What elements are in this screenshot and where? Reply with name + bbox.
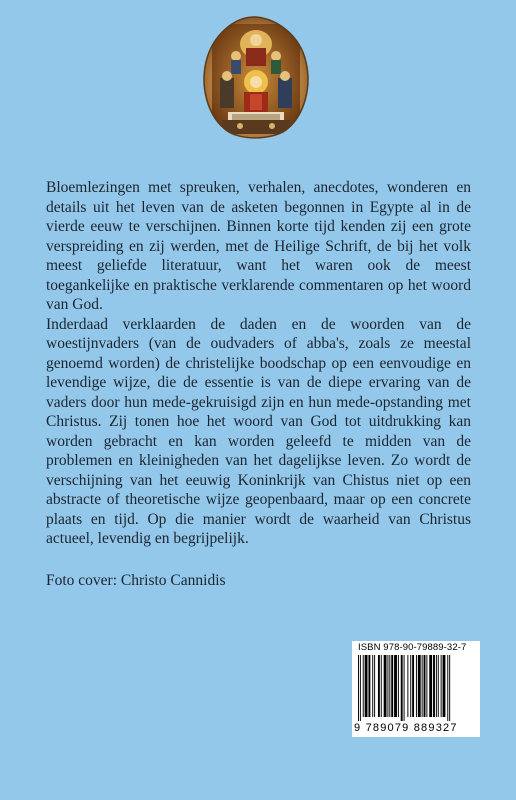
barcode-bar <box>418 655 421 717</box>
barcode-bar <box>429 655 432 717</box>
icon-painting-image <box>200 14 312 142</box>
barcode-bar <box>378 655 380 717</box>
barcode-bar <box>398 655 399 717</box>
barcode-bar <box>412 655 414 717</box>
barcode-bar <box>368 655 370 717</box>
back-cover-blurb <box>46 178 471 549</box>
barcode-bar <box>387 655 388 717</box>
photo-credit: Foto cover: Christo Cannidis <box>46 572 226 589</box>
barcode-bar <box>363 655 364 717</box>
barcode-bar <box>372 655 373 717</box>
barcode-bar <box>426 655 427 717</box>
barcode-bar <box>433 655 435 717</box>
barcode-bar <box>436 655 437 717</box>
barcode-bar <box>438 655 439 717</box>
barcode-bar <box>424 655 426 717</box>
barcode-bar <box>404 655 405 721</box>
barcode-bar <box>407 655 408 717</box>
barcode-bar <box>381 655 382 717</box>
barcode-bar <box>441 655 442 717</box>
barcode-bar <box>447 655 448 721</box>
isbn-number: ISBN 978-90-79889-32-7 <box>358 642 467 653</box>
barcode-bar <box>394 655 397 717</box>
barcode-bar <box>389 655 390 717</box>
barcode-bar <box>422 655 423 717</box>
barcode-bar <box>360 655 361 721</box>
ean-digits: 9 789079 889327 <box>354 722 458 734</box>
isbn-barcode-block <box>352 641 480 737</box>
barcode-bar <box>374 655 375 717</box>
blurb-paragraph-2: Inderdaad verklaarden de daden en de woorden van de woestijnvaders (van de oudvaders of abba's, zoals ze meestal genoemd worden) de christelijke boodschap op een eenvoudige en levendige wijze, die de essentie is van de diepe ervaring van de vaders door hun mede-gekruisigd zijn en hun mede-opstanding met Christus. Zij tonen hoe het woord van God tot uitdrukking kan worden gebracht en kan worden geleefd te midden van de problemen en kleinigheden van het dagelijkse leven. Zo wordt de verschijning van het eeuwig Koninkrijk van Chistus niet op een abstracte of theoretische wijze geopenbaard, maar op een concrete plaats en tijd. Op die manier wordt de waarheid van Christus actueel, levendig en begrijpelijk. <box>46 315 471 547</box>
barcode-bar <box>443 655 446 717</box>
barcode-bar <box>384 655 387 717</box>
cover-photo-shell <box>200 14 312 142</box>
barcode-bar <box>401 655 403 721</box>
barcode-bar <box>449 655 450 721</box>
barcode-bar <box>358 655 359 721</box>
barcode-bar <box>410 655 411 717</box>
barcode-bar <box>391 655 393 717</box>
barcode-icon <box>356 655 476 721</box>
blurb-paragraph-1: Bloemlezingen met spreuken, verhalen, anecdotes, wonderen en details uit het leven van de asketen begonnen in Egypte al in de vierde eeuw te verschijnen. Binnen korte tijd kenden zij een grote verspreiding en zij werden, met de Heilige Schrift, de bij het volk meest geliefde literatuur, want het waren ook de meest toegankelijke en praktische verklarende commentaren op het woord van God. <box>46 179 471 313</box>
barcode-bar <box>365 655 368 717</box>
barcode-bar <box>416 655 417 717</box>
